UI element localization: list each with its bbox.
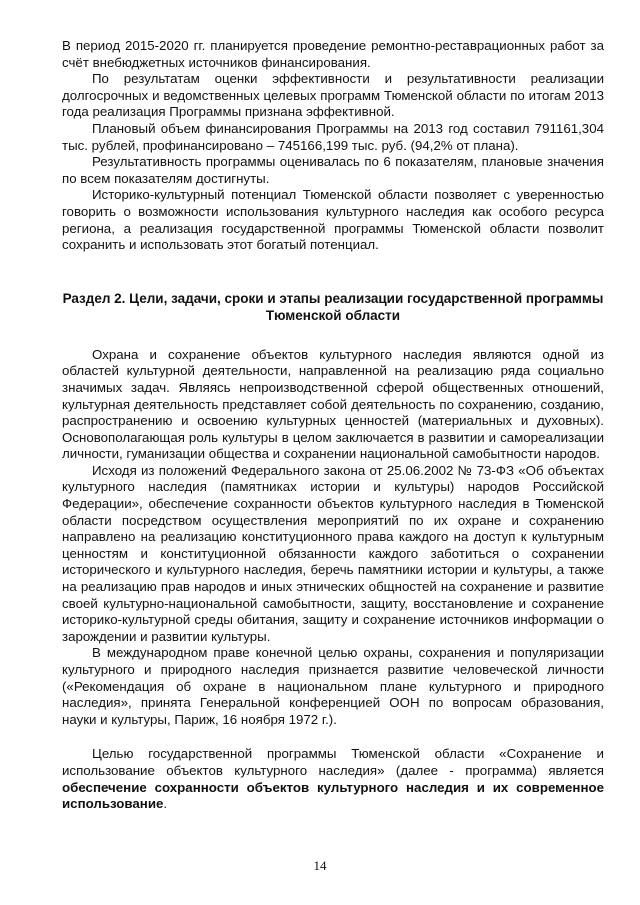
paragraph-gap [62, 728, 604, 746]
paragraph-performance: Результативность программы оценивалась по 6 показателям, плановые значения по всем показателям достигнуты. [62, 154, 604, 186]
page-number: 14 [313, 858, 327, 873]
paragraph-repair-works: В период 2015-2020 гг. планируется проведение ремонтно-реставрационных работ за счёт внебюджетных источников финансирования. [62, 38, 604, 70]
paragraph-federal-law: Исходя из положений Федерального закона от 25.06.2002 № 73-ФЗ «Об объектах культурного наследия (памятниках истории и культуры) народов Российской Федерации», обеспечение сохранности объектов культурного наследия в Тюменской области посредством осуществления мероприятий по их охране и сохранению направлено на реализацию конституционного права каждого на доступ к культурным ценностям и конституционной обязанности каждого заботиться о сохранении исторического и культурного наследия, беречь памятники истории и культуры, а также на реализацию прав народов и иных этнических общностей на сохранение и развитие своей культурно-национальной самобытности, защиту, восстановление и сохранение историко-культурной среды обитания, защиту и сохранение источников информации о зарождении и развитии культуры. [62, 462, 604, 644]
paragraph-international-law: В международном праве конечной целью охраны, сохранения и популяризации культурного и природного наследия признается развитие человеческой личности («Рекомендация об охране в национальном плане культурного и природного наследия», принята Генеральной конференцией ООН по вопросам образования, науки и культуры, Париж, 16 ноября 1972 г.). [62, 645, 604, 727]
paragraph-financing: Плановый объем финансирования Программы на 2013 год составил 791161,304 тыс. рублей, профинансировано – 745166,199 тыс. руб. (94,2% от плана). [62, 120, 604, 153]
paragraph-efficiency-assessment: По результатам оценки эффективности и результативности реализации долгосрочных и ведомственных целевых программ Тюменской области по итогам 2013 года реализация Программы признана эффективной. [62, 71, 604, 120]
goal-bold-text: обеспечение сохранности объектов культурного наследия и их современное использование [62, 779, 604, 812]
goal-text: Целью государственной программы Тюменской области «Сохранение и использование объектов культурного наследия» (далее - программа) является [62, 746, 604, 778]
paragraph-heritage-protection: Охрана и сохранение объектов культурного наследия являются одной из областей культурной деятельности, направленной на реализацию ряда социально значимых задач. Являясь непроизводственной сферой общественных отношений, культурная деятельность представляет собой деятельность по сохранению, созданию, распространению и освоению культурных ценностей (материальных и духовных). Основополагающая роль культуры в целом заключается в развитии и самореализации личности, гуманизации общества и сохранении национальной самобытности народов. [62, 346, 604, 462]
paragraph-program-goal [62, 746, 604, 812]
goal-end: . [163, 796, 168, 812]
paragraph-cultural-potential: Историко-культурный потенциал Тюменской области позволяет с уверенностью говорить о возможности использования культурного наследия как особого ресурса региона, а реализация государственной программы Тюменской области позволит сохранить и использовать этот богатый потенциал. [62, 187, 604, 253]
section-title: Раздел 2. Цели, задачи, сроки и этапы реализации государственной программы Тюменской области [62, 290, 604, 323]
